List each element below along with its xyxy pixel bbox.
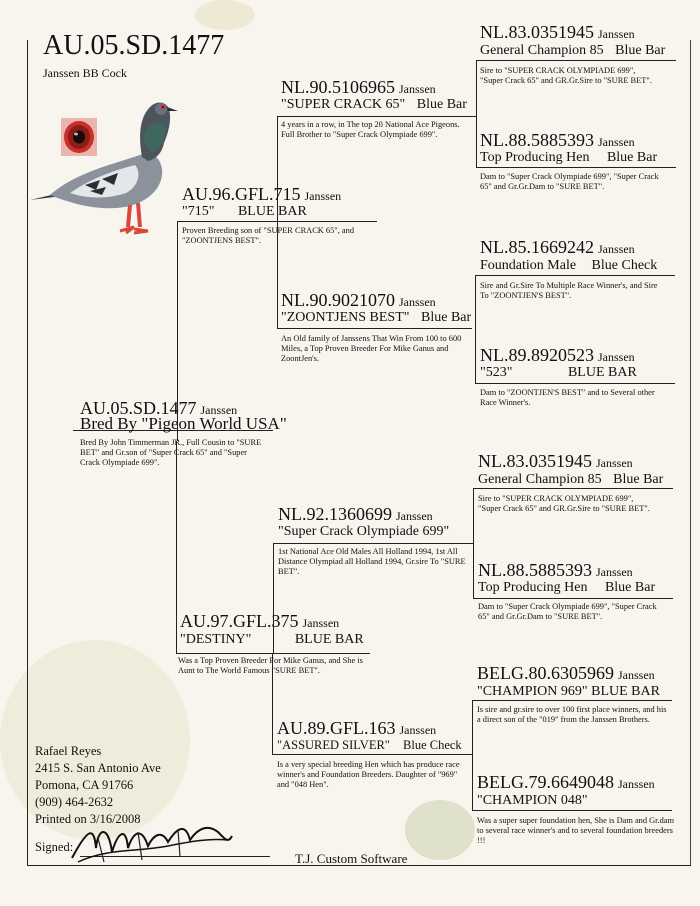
dds-name: "CHAMPION 969" BLUE BAR [477,684,660,699]
sire-color: BLUE BAR [237,204,307,219]
dsd-color: Blue Bar [604,580,656,595]
dam-name: "DESTINY" [180,632,252,647]
frame-right [690,40,691,865]
sire-name: "715" [182,204,215,219]
dd-name: "ASSURED SILVER" [277,738,390,752]
owner-street: 2415 S. San Antonio Ave [35,761,161,775]
owner-city: Pomona, CA 91766 [35,778,134,792]
sds-color: Blue Check [591,258,658,273]
dd-strain: Janssen [399,723,437,737]
connector-line [476,60,477,167]
dd-ring: AU.89.GFL.163 [277,718,396,738]
connector-line [273,543,473,544]
sdd-name: "523" [480,365,513,380]
paper-stain [0,640,190,840]
subject-strain: Janssen [200,403,238,417]
ddd-ring: BELG.79.6649048 [477,772,614,792]
dam-ring: AU.97.GFL.375 [180,611,299,631]
connector-line [475,383,675,384]
dss-strain: Janssen [596,456,633,470]
sss-name-line [480,42,665,59]
connector-line [277,328,472,329]
sss-strain: Janssen [598,27,635,41]
sss-name: General Champion 85 [480,43,604,58]
sire-ring-line [182,184,341,205]
dsd-ring: NL.88.5885393 [478,560,592,580]
ds-name: "Super Crack Olympiade 699" [278,524,450,539]
dsd-note: Dam to "Super Crack Olympiade 699", "Super Crack 65" and Gr.Gr.Dam to "SURE BET". [478,602,657,621]
sds-note: Sire and Gr.Sire To Multiple Race Winner's, and Sire To "ZOONTJEN'S BEST". [480,281,658,300]
sdd-strain: Janssen [598,350,635,364]
connector-line [473,488,673,489]
ss-note: 4 years in a row, in The top 20 National Ace Pigeons. Full Brother to "Super Crack Olympiade 699". [281,120,460,139]
connector-line [476,60,676,61]
dds-ring: BELG.80.6305969 [477,663,614,683]
connector-line [176,653,370,654]
sdd-color: BLUE BAR [567,365,637,380]
ssd-color: Blue Bar [606,150,658,165]
ds-strain: Janssen [396,509,433,523]
dam-color: BLUE BAR [294,632,364,647]
page-subtitle: Janssen BB Cock [43,66,127,80]
dsd-strain: Janssen [596,565,633,579]
dsd-ring-line [478,560,633,581]
sds-name-line [480,257,657,274]
connector-line [475,275,675,276]
dsd-name-line [478,579,655,596]
dd-note: Is a very special breeding Hen which has produce race winner's and Foundation Breeders. Daughter of "969" and "048 Hen". [277,760,460,789]
connector-line [475,275,476,383]
subject-name: Bred By "Pigeon World USA" [80,414,287,433]
dam-note: Was a Top Proven Breeder For Mike Ganus, and She is Aunt to The World Famous "SURE BET". [178,656,363,675]
ss-strain: Janssen [399,82,436,96]
owner-phone: (909) 464-2632 [35,795,114,809]
connector-line [472,700,473,810]
paper-stain [195,0,255,30]
sss-color: Blue Bar [615,43,666,58]
dds-note: Is sire and gr.sire to over 100 first place winners, and his a direct son of the "019" from the Janssen Brothers. [477,705,667,724]
ds-ring-line [278,504,433,525]
ssd-ring: NL.88.5885393 [480,130,594,150]
sdd-ring: NL.89.8920523 [480,345,594,365]
signature-image [68,818,238,868]
connector-line [476,167,676,168]
dds-strain: Janssen [618,668,655,682]
ddd-name: "CHAMPION 048" [477,793,588,808]
ddd-strain: Janssen [618,777,655,791]
owner-name: Rafael Reyes [35,744,102,758]
ss-name: "SUPER CRACK 65" [281,97,406,112]
ssd-note: Dam to "Super Crack Olympiade 699", "Super Crack 65" and Gr.Gr.Dam to "SURE BET". [480,172,659,191]
sire-ring: AU.96.GFL.715 [182,184,301,204]
connector-line [472,700,672,701]
ddd-ring-line [477,772,655,793]
dss-ring: NL.83.0351945 [478,451,592,471]
sdd-name-line [480,364,637,381]
software-credit: T.J. Custom Software [295,851,408,866]
connector-line [176,441,177,653]
dss-name: General Champion 85 [478,472,602,487]
sss-ring-line [480,22,635,43]
sire-note: Proven Breeding son of "SUPER CRACK 65", and "ZOONTJENS BEST". [182,226,355,245]
sd-ring-line [281,290,436,311]
dss-color: Blue Bar [613,472,664,487]
sds-name: Foundation Male [480,258,577,273]
signed-label: Signed: [35,840,74,854]
sdd-ring-line [480,345,635,366]
ssd-ring-line [480,130,635,151]
dss-name-line [478,471,663,488]
sds-ring: NL.85.1669242 [480,237,594,257]
pigeon-image [30,95,180,245]
dam-ring-line [180,611,339,632]
printed-date: Printed on 3/16/2008 [35,812,141,826]
ss-name-line [281,96,467,113]
page-title: AU.05.SD.1477 [43,30,225,61]
frame-left [27,40,28,865]
connector-line [277,116,477,117]
sdd-note: Dam to "ZOONTJEN'S BEST" and to Several other Race Winner's. [480,388,655,407]
ssd-name-line [480,149,657,166]
sire-name-line [182,203,307,220]
connector-line [472,810,672,811]
dam-strain: Janssen [302,616,340,630]
connector-line [272,754,472,755]
dd-color: Blue Check [403,738,462,752]
ds-ring: NL.92.1360699 [278,504,392,524]
subject-note: Bred By John Timmerman JR., Full Cousin to "SURE BET" and Gr.son of "Super Crack 65" and "Super Crack Olympiade 699". [80,438,262,467]
sd-ring: NL.90.9021070 [281,290,395,310]
dss-note: Sire to "SUPER CRACK OLYMPIADE 699", "Super Crack 65" and GR.Gr.Sire to "SURE BET". [478,494,650,513]
ds-note: 1st National Ace Old Males All Holland 1994, 1st All Distance Olympiad all Holland 1994, Gr.sire To "SURE BET". [278,547,466,576]
subject-ring: AU.05.SD.1477 [80,398,197,418]
sd-name: "ZOONTJENS BEST" [281,310,410,325]
ss-ring-line [281,77,436,98]
dd-ring-line [277,718,436,739]
dsd-name: Top Producing Hen [478,580,588,595]
sd-color: Blue Bar [421,310,472,325]
paper-stain [405,800,475,860]
sds-strain: Janssen [598,242,635,256]
sd-strain: Janssen [399,295,436,309]
ss-ring: NL.90.5106965 [281,77,395,97]
dds-ring-line [477,663,655,684]
sd-note: An Old family of Janssens That Win From 100 to 600 Miles, a Top Proven Breeder For Mike Ganus and ZoontJen's. [281,334,462,363]
sd-name-line [281,309,471,326]
sss-note: Sire to "SUPER CRACK OLYMPIADE 699", "Super Crack 65" and GR.Gr.Sire to "SURE BET". [480,66,652,85]
ssd-strain: Janssen [598,135,635,149]
dam-name-line [180,631,364,648]
ddd-note: Was a super super foundation hen, She is Dam and Gr.dam to several race winner's and to several foundation breeders !!! [477,816,675,845]
dd-name-line [277,738,462,753]
connector-line [473,598,673,599]
connector-line [473,488,474,598]
sds-ring-line [480,237,635,258]
ss-color: Blue Bar [416,97,467,112]
sire-strain: Janssen [304,189,342,203]
sss-ring: NL.83.0351945 [480,22,594,42]
dss-ring-line [478,451,633,472]
ssd-name: Top Producing Hen [480,150,590,165]
